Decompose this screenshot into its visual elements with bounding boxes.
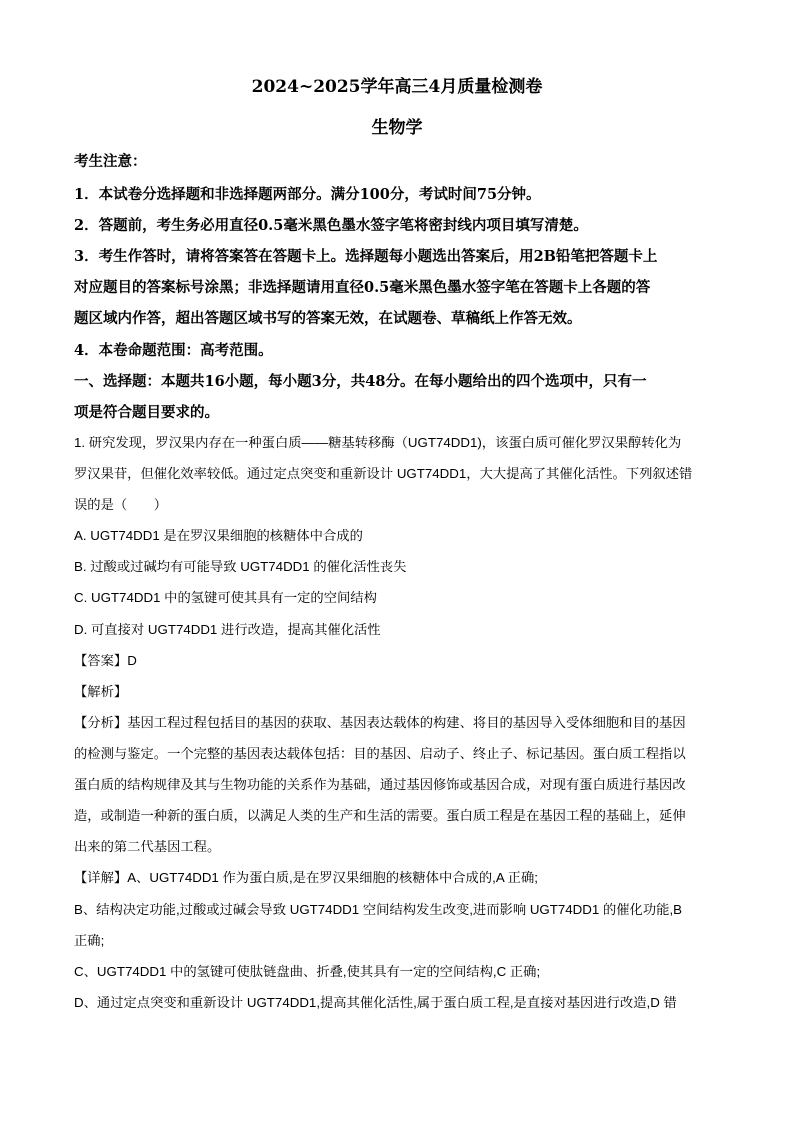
- notice-line: 题区域内作答，超出答题区域书写的答案无效，在试题卷、草稿纸上作答无效。: [74, 310, 582, 327]
- notice-line: 4．本卷命题范围：高考范围。: [74, 342, 273, 359]
- detail-line: B、结构决定功能,过酸或过碱会导致 UGT74DD1 空间结构发生改变,进而影响 UGT74DD1 的催化功能,B: [74, 902, 683, 917]
- notice-line: 1．本试卷分选择题和非选择题两部分。满分100分，考试时间75分钟。: [74, 186, 541, 203]
- option-c: C. UGT74DD1 中的氢键可使其具有一定的空间结构: [74, 590, 377, 605]
- question-stem-line: 误的是（ ）: [74, 497, 168, 512]
- analysis-line: 蛋白质的结构规律及其与生物功能的关系作为基础，通过基因修饰或基因合成，对现有蛋白质进行基因改: [74, 777, 686, 792]
- detail-line: C、UGT74DD1 中的氢键可使肽链盘曲、折叠,使其具有一定的空间结构,C 正确;: [74, 964, 541, 979]
- section-heading-cont: 项是符合题目要求的。: [74, 404, 219, 421]
- exam-title: 2024~2025学年高三4月质量检测卷: [251, 77, 543, 97]
- detail-text: A、UGT74DD1 作为蛋白质,是在罗汉果细胞的核糖体中合成的,A 正确;: [127, 870, 538, 885]
- fenxi-text: 基因工程过程包括目的基因的获取、基因表达载体的构建、将目的基因导入受体细胞和目的基因: [127, 715, 686, 730]
- notice-line: 2．答题前，考生务必用直径0.5毫米黑色墨水签字笔将密封线内项目填写清楚。: [74, 217, 588, 234]
- analysis-line: 的检测与鉴定。一个完整的基因表达载体包括：目的基因、启动子、终止子、标记基因。蛋白质工程指以: [74, 746, 686, 761]
- detail-line: 正确;: [74, 933, 105, 948]
- option-b: B. 过酸或过碱均有可能导致 UGT74DD1 的催化活性丧失: [74, 559, 407, 574]
- answer-value: D: [127, 653, 137, 668]
- question-stem-line: 1. 研究发现，罗汉果内存在一种蛋白质——糖基转移酶（UGT74DD1)，该蛋白质可催化罗汉果醇转化为: [74, 435, 682, 450]
- analysis-line: [74, 712, 724, 731]
- analysis-tag: 【解析】: [74, 684, 128, 699]
- analysis-line: 出来的第二代基因工程。: [74, 839, 221, 854]
- notice-line: 对应题目的答案标号涂黑；非选择题请用直径0.5毫米黑色墨水签字笔在答题卡上各题的答: [74, 279, 651, 296]
- option-a: A. UGT74DD1 是在罗汉果细胞的核糖体中合成的: [74, 528, 363, 543]
- notice-heading: 考生注意：: [74, 153, 147, 170]
- question-stem-line: 罗汉果苷，但催化效率较低。通过定点突变和重新设计 UGT74DD1，大大提高了其催化活性。下列叙述错: [74, 466, 693, 481]
- notice-line: 3．考生作答时，请将答案答在答题卡上。选择题每小题选出答案后，用2B铅笔把答题卡上: [74, 248, 658, 265]
- fenxi-tag: 【分析】: [74, 715, 128, 730]
- answer-tag: 【答案】: [74, 653, 128, 668]
- detail-line: D、通过定点突变和重新设计 UGT74DD1,提高其催化活性,属于蛋白质工程,是直接对基因进行改造,D 错: [74, 995, 677, 1010]
- xiangjie-tag: 【详解】: [74, 870, 128, 885]
- detail-line: [74, 867, 724, 886]
- answer-line: [74, 650, 724, 669]
- analysis-line: 造，或制造一种新的蛋白质，以满足人类的生产和生活的需要。蛋白质工程是在基因工程的基础上，延伸: [74, 808, 686, 823]
- section-heading: 一、选择题：本题共16小题，每小题3分，共48分。在每小题给出的四个选项中，只有一: [74, 373, 647, 390]
- option-d: D. 可直接对 UGT74DD1 进行改造，提高其催化活性: [74, 622, 381, 637]
- subject-title: 生物学: [371, 118, 423, 138]
